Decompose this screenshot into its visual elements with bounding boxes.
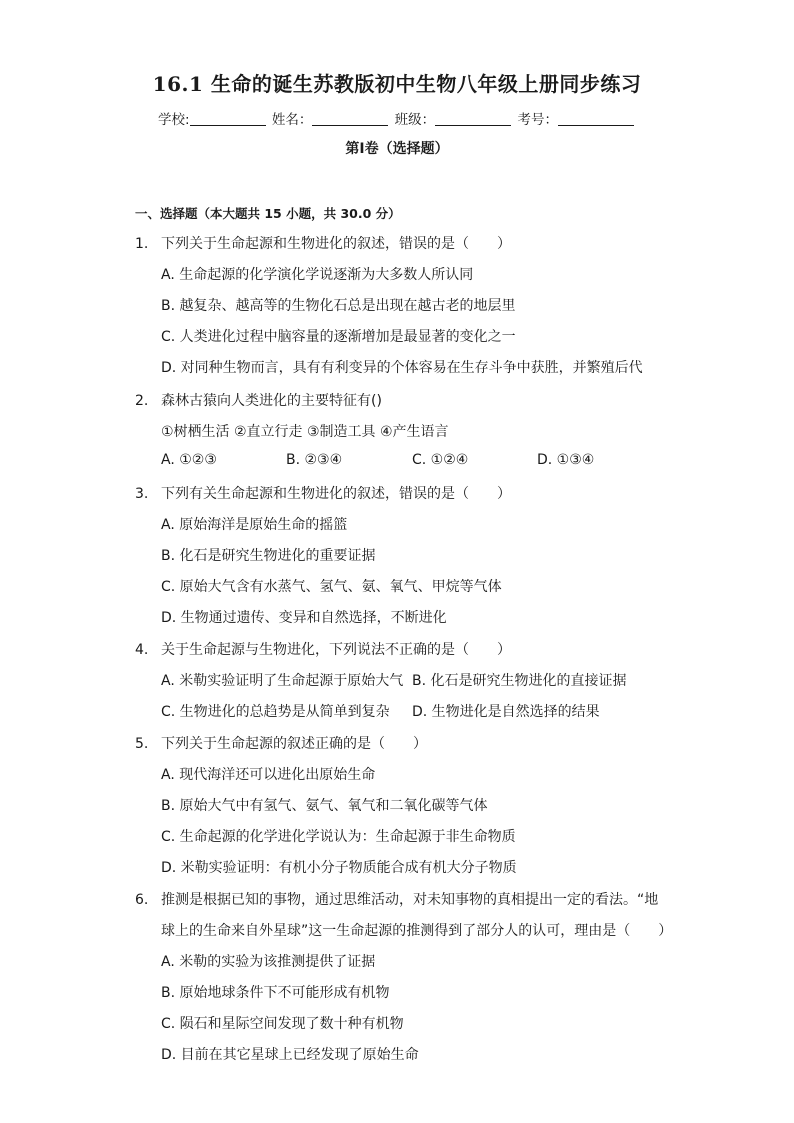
school-blank[interactable]	[190, 111, 266, 126]
question-number: 3.	[135, 486, 149, 502]
option-c[interactable]: C. 陨石和星际空间发现了数十种有机物	[161, 1016, 404, 1032]
question-6	[135, 889, 658, 909]
option-c[interactable]: C. ①②④	[412, 452, 469, 468]
school-label: 学校:	[158, 112, 190, 128]
student-info-line	[0, 108, 794, 128]
option-d[interactable]: D. 对同种生物而言，具有有利变异的个体容易在生存斗争中获胜，并繁殖后代	[161, 360, 643, 376]
question-3	[135, 483, 511, 503]
option-c[interactable]: C. 生命起源的化学进化学说认为：生命起源于非生命物质	[161, 829, 516, 845]
option-c[interactable]: C. 生物进化的总趋势是从简单到复杂	[161, 704, 390, 720]
exam-number-blank[interactable]	[558, 111, 634, 126]
question-number: 5.	[135, 736, 149, 752]
option-c[interactable]: C. 原始大气含有水蒸气、氢气、氨、氧气、甲烷等气体	[161, 579, 502, 595]
question-4	[135, 639, 511, 659]
option-a[interactable]: A. ①②③	[161, 452, 217, 468]
option-a[interactable]: A. 米勒实验证明了生命起源于原始大气	[161, 673, 404, 689]
option-a[interactable]: A. 现代海洋还可以进化出原始生命	[161, 767, 376, 783]
option-b[interactable]: B. 化石是研究生物进化的直接证据	[412, 673, 627, 689]
option-a[interactable]: A. 米勒的实验为该推测提供了证据	[161, 954, 376, 970]
option-a[interactable]: A. 生命起源的化学演化学说逐渐为大多数人所认同	[161, 267, 474, 283]
question-extra-line: ①树栖生活 ②直立行走 ③制造工具 ④产生语言	[161, 424, 449, 440]
page-title: 16.1 生命的诞生苏教版初中生物八年级上册同步练习	[152, 72, 642, 96]
question-number: 6.	[135, 892, 149, 908]
option-b[interactable]: B. 原始地球条件下不可能形成有机物	[161, 985, 390, 1001]
option-d[interactable]: D. ①③④	[537, 452, 595, 468]
option-d[interactable]: D. 生物通过遗传、变异和自然选择，不断进化	[161, 610, 447, 626]
option-d[interactable]: D. 目前在其它星球上已经发现了原始生命	[161, 1047, 419, 1063]
class-blank[interactable]	[435, 111, 511, 126]
option-c[interactable]: C. 人类进化过程中脑容量的逐渐增加是最显著的变化之一	[161, 329, 516, 345]
option-d[interactable]: D. 米勒实验证明：有机小分子物质能合成有机大分子物质	[161, 860, 517, 876]
question-number: 4.	[135, 642, 149, 658]
question-1	[135, 233, 511, 253]
option-b[interactable]: B. 原始大气中有氢气、氨气、氧气和二氧化碳等气体	[161, 798, 488, 814]
question-number: 2.	[135, 393, 149, 409]
section-heading: 一、选择题（本大题共 15 小题，共 30.0 分）	[135, 206, 401, 221]
question-stem: 森林古猿向人类进化的主要特征有()	[161, 393, 382, 409]
volume-title: 第Ⅰ卷（选择题）	[345, 141, 449, 157]
question-stem: 下列关于生命起源的叙述正确的是（ ）	[161, 736, 427, 752]
option-b[interactable]: B. ②③④	[286, 452, 343, 468]
question-5	[135, 733, 427, 753]
question-stem: 关于生命起源与生物进化，下列说法不正确的是（ ）	[161, 642, 511, 658]
question-number: 1.	[135, 236, 149, 252]
question-stem: 下列关于生命起源和生物进化的叙述，错误的是（ ）	[161, 236, 511, 252]
name-blank[interactable]	[312, 111, 388, 126]
option-d[interactable]: D. 生物进化是自然选择的结果	[412, 704, 600, 720]
question-2	[135, 390, 382, 410]
class-label: 班级：	[394, 112, 436, 128]
question-stem: 下列有关生命起源和生物进化的叙述，错误的是（ ）	[161, 486, 511, 502]
question-stem-continued: 球上的生命来自外星球”这一生命起源的推测得到了部分人的认可，理由是（ ）	[161, 923, 673, 939]
option-b[interactable]: B. 化石是研究生物进化的重要证据	[161, 548, 376, 564]
option-a[interactable]: A. 原始海洋是原始生命的摇篮	[161, 517, 348, 533]
option-b[interactable]: B. 越复杂、越高等的生物化石总是出现在越古老的地层里	[161, 298, 516, 314]
name-label: 姓名：	[271, 112, 313, 128]
question-stem: 推测是根据已知的事物，通过思维活动，对未知事物的真相提出一定的看法。“地	[161, 892, 659, 908]
exam-number-label: 考号：	[517, 112, 558, 128]
